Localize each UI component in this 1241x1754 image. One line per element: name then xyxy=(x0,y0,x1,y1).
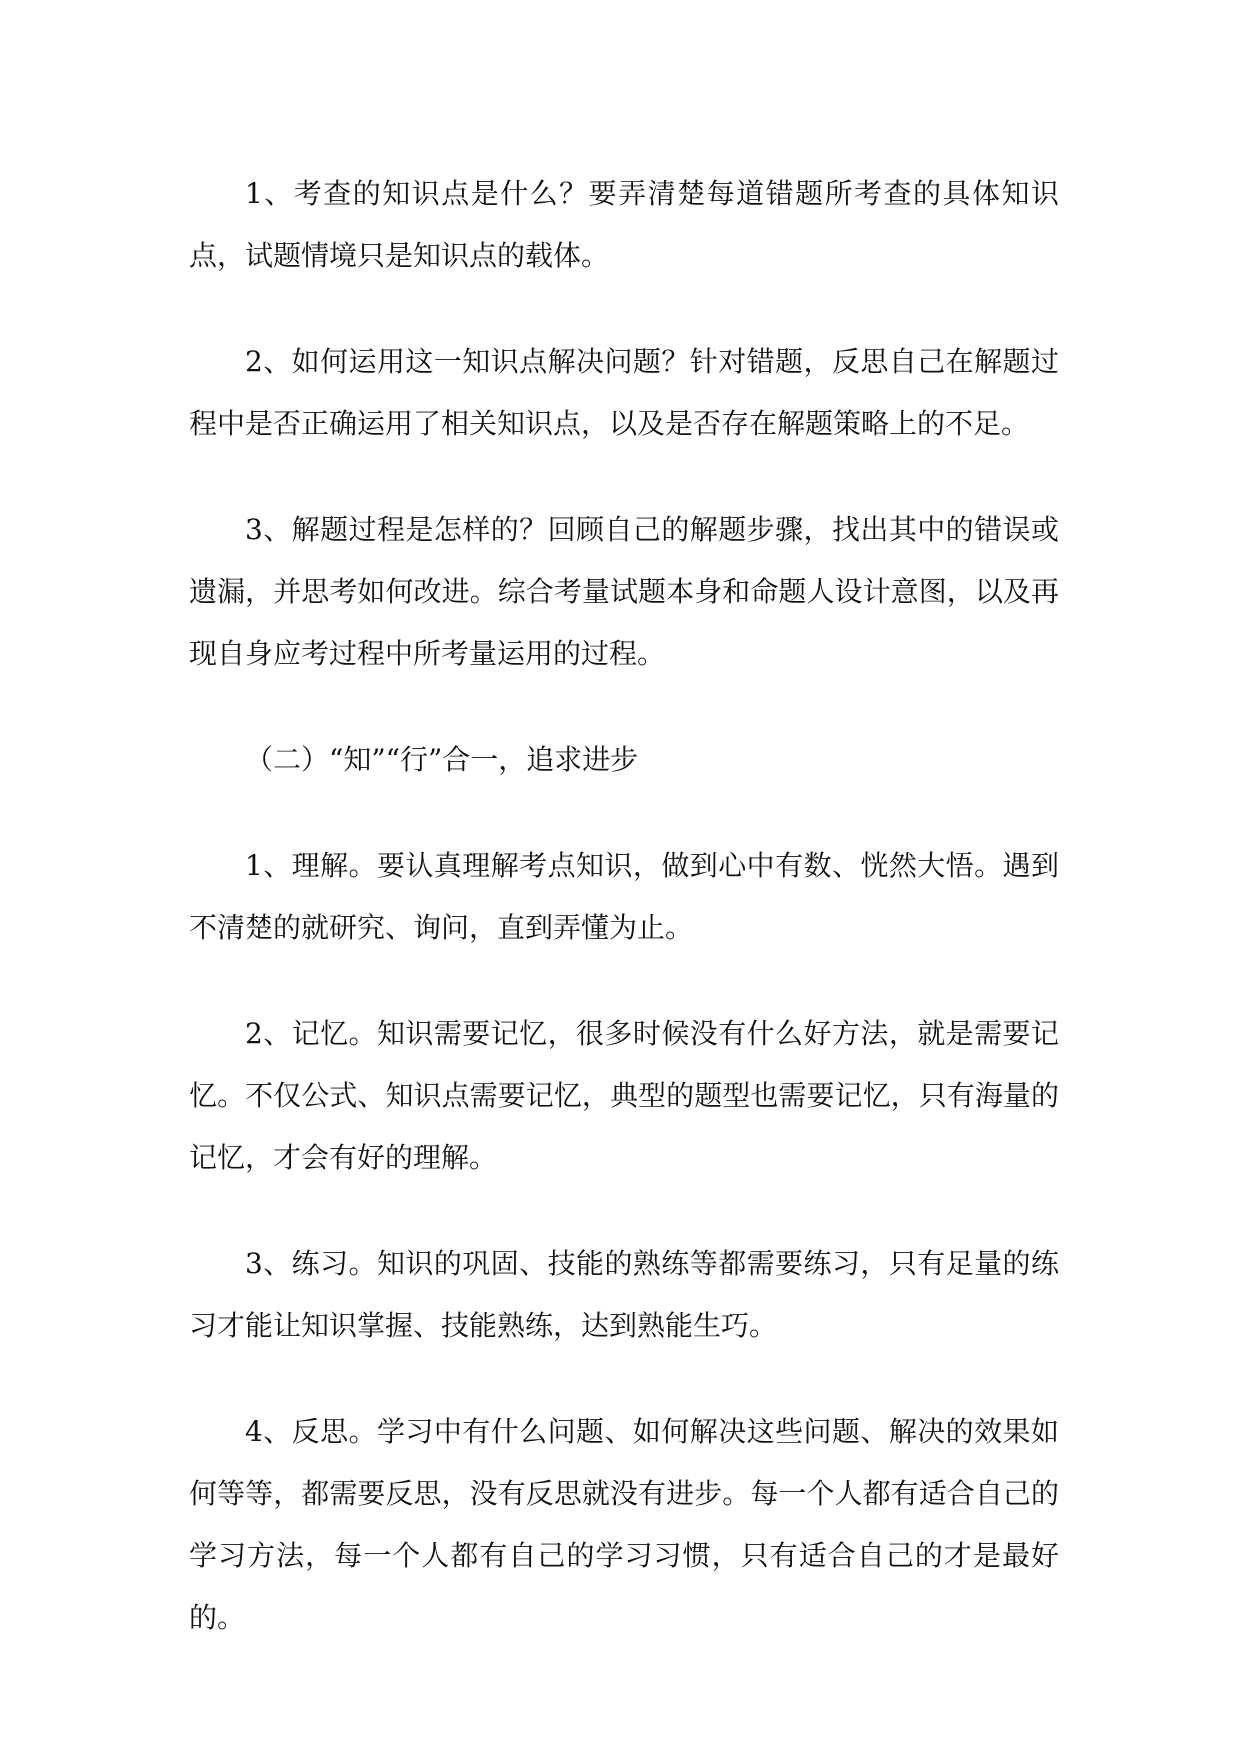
paragraph-2: 2、如何运用这一知识点解决问题？针对错题，反思自己在解题过程中是否正确运用了相关知识点，以及是否存在解题策略上的不足。 xyxy=(189,345,1059,440)
paragraph-3: 3、解题过程是怎样的？回顾自己的解题步骤，找出其中的错误或遗漏，并思考如何改进。综合考量试题本身和命题人设计意图，以及再现自身应考过程中所考量运用的过程。 xyxy=(189,513,1059,670)
section-paragraph-4: 4、反思。学习中有什么问题、如何解决这些问题、解决的效果如何等等，都需要反思，没有反思就没有进步。每一个人都有适合自己的学习方法，每一个人都有自己的学习习惯，只有适合自己的才是最好的。 xyxy=(189,1415,1059,1634)
section-paragraph-2: 2、记忆。知识需要记忆，很多时候没有什么好方法，就是需要记忆。不仅公式、知识点需要记忆，典型的题型也需要记忆，只有海量的记忆，才会有好的理解。 xyxy=(189,1017,1059,1174)
paragraph-1: 1、考查的知识点是什么？要弄清楚每道错题所考查的具体知识点，试题情境只是知识点的载体。 xyxy=(189,177,1059,272)
section-paragraph-1: 1、理解。要认真理解考点知识，做到心中有数、恍然大悟。遇到不清楚的就研究、询问，直到弄懂为止。 xyxy=(189,849,1059,944)
section-paragraph-3: 3、练习。知识的巩固、技能的熟练等都需要练习，只有足量的练习才能让知识掌握、技能熟练，达到熟能生巧。 xyxy=(189,1247,1059,1342)
section-heading: （二）“知”“行”合一，追求进步 xyxy=(245,743,639,776)
document-body xyxy=(189,163,1059,1693)
